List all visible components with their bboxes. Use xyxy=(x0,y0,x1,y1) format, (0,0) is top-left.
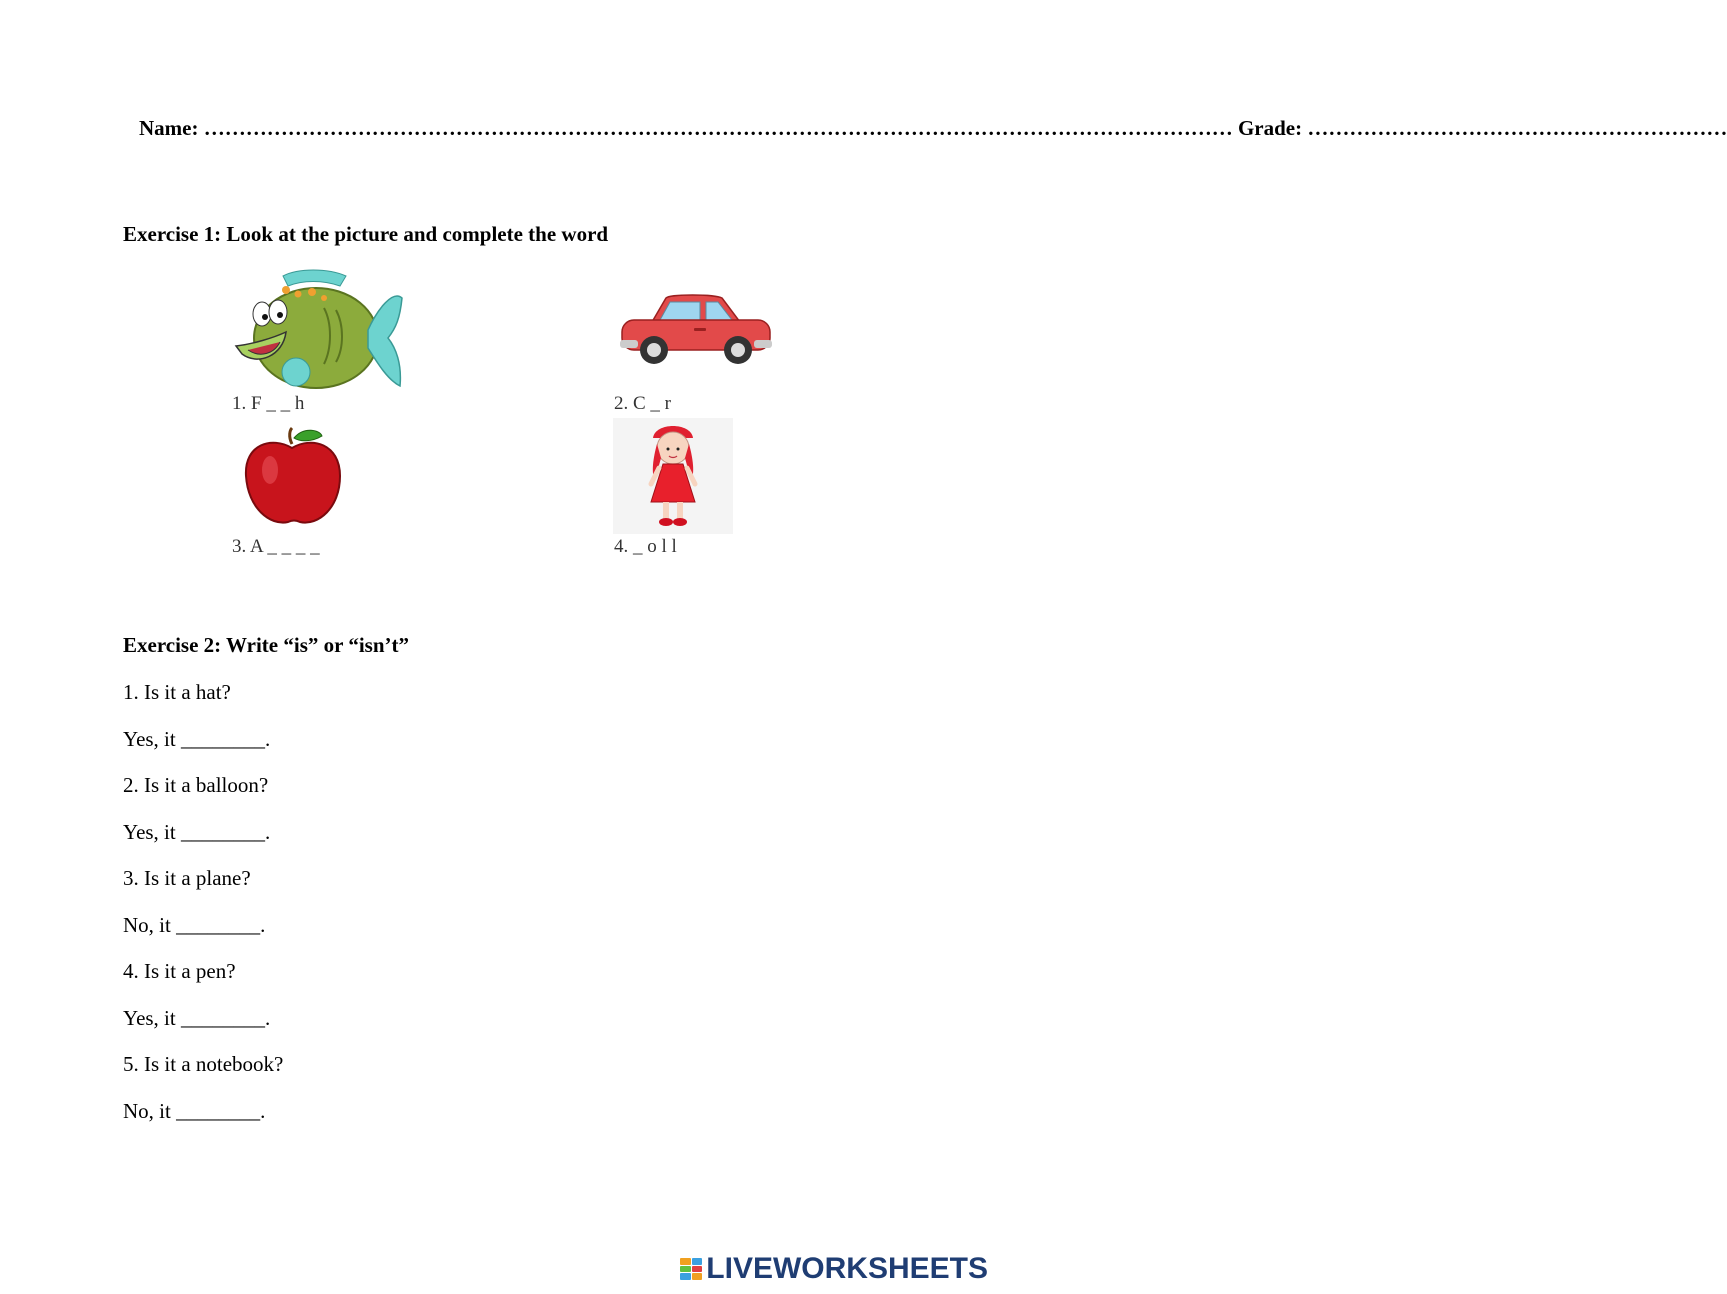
question-4: 4. Is it a pen? xyxy=(123,959,236,983)
exercise-1-item-2-label: 2. C _ r xyxy=(614,393,671,414)
answer-5[interactable]: No, it ________. xyxy=(123,1099,266,1123)
exercise-1-title: Exercise 1: Look at the picture and complete the word xyxy=(123,222,609,246)
fish-icon xyxy=(228,268,408,392)
question-5: 5. Is it a notebook? xyxy=(123,1052,284,1076)
liveworksheets-logo xyxy=(680,1252,988,1286)
answer-2[interactable]: Yes, it ________. xyxy=(123,820,271,844)
brand-name: LIVEWORKSHEETS xyxy=(706,1252,988,1285)
doll-icon xyxy=(613,418,733,534)
name-grade-line: Name: ………………………………………………………………………………………………………………………………… Grade: …………………………………………………… xyxy=(139,116,1727,140)
car-icon xyxy=(618,292,774,368)
answer-3[interactable]: No, it ________. xyxy=(123,913,266,937)
question-3: 3. Is it a plane? xyxy=(123,866,251,890)
exercise-1-item-3-label: 3. A _ _ _ _ xyxy=(232,536,320,557)
question-2: 2. Is it a balloon? xyxy=(123,773,269,797)
answer-4[interactable]: Yes, it ________. xyxy=(123,1006,271,1030)
answer-1[interactable]: Yes, it ________. xyxy=(123,727,271,751)
exercise-1-item-4-label: 4. _ o l l xyxy=(614,536,677,557)
logo-mark-icon xyxy=(680,1258,702,1280)
apple-icon xyxy=(242,426,344,528)
exercise-1-item-1-label: 1. F _ _ h xyxy=(232,393,305,414)
exercise-2-title: Exercise 2: Write “is” or “isn’t” xyxy=(123,633,409,657)
question-1: 1. Is it a hat? xyxy=(123,680,231,704)
